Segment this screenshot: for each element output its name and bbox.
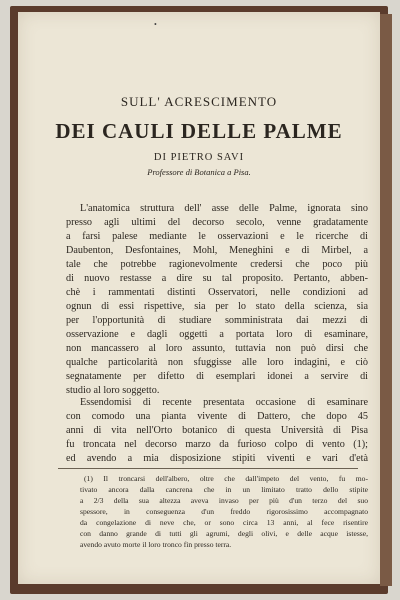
- footnote-line: avendo avuto morte il loro tronco fin presso terra.: [80, 540, 232, 549]
- paragraph-1-line: qualche particolarità non sfuggisse alle loro indagini, e ciò: [66, 357, 368, 368]
- paragraph-1-line: presso agli ultimi del decorso secolo, venne gradatamente: [66, 217, 368, 228]
- document-page: [18, 12, 380, 584]
- paragraph-1-line: tale che potrebbe ragionevolmente credersi che poco più: [66, 259, 368, 270]
- paragraph-2-line: ed avendo a mia disposizione stipiti viventi e vari d'età: [66, 453, 368, 464]
- ornament-mark: •: [154, 20, 157, 29]
- paragraph-2-line: con comodo una pianta vivente di Dattero, che dopo 45: [66, 411, 368, 422]
- paragraph-1-line: Daubenton, Desfontaines, Mohl, Meneghini e di Mirbel, a: [66, 245, 368, 256]
- paragraph-1-line: a farsi palese mediante le osservazioni e le ricerche di: [66, 231, 368, 242]
- title-line-2: DEI CAULI DELLE PALME: [55, 119, 343, 143]
- footnote-line: tivato ancora dalla cancrena che in un limitato tratto dello stipite: [80, 485, 368, 494]
- cover-edge: [380, 14, 392, 586]
- title-line-1: SULL' ACRESCIMENTO: [120, 94, 278, 109]
- author-line: DI PIETRO SAVI: [153, 152, 245, 163]
- footnote-line: (1) Il troncarsi dell'albero, oltre che dall'impeto del vento, fu mo-: [84, 474, 368, 483]
- paragraph-1-line: non mancassero al loro assunto, tuttavia non può dirsi che: [66, 343, 368, 354]
- paragraph-1-line: L'anatomica struttura dell' asse delle Palme, ignorata sino: [80, 203, 368, 214]
- paragraph-1-line: per l'opportunità di studiare somministrata dai mezzi di: [66, 315, 368, 326]
- footnote-line: spessore, in conseguenza d'un freddo rigorosissimo accompagnato: [80, 507, 368, 516]
- paragraph-1-line: ognun di essi rispettive, sia per lo stato della scienza, sia: [66, 301, 368, 312]
- footnote-line: da congelazione di neve che, or sono circa 13 anni, al fece risentire: [80, 518, 368, 527]
- footnote-rule: [58, 468, 358, 469]
- footnote-line: a 2/3 della sua altezza aveva invaso per più d'un terzo del suo: [80, 496, 368, 505]
- paragraph-1-line: segnatamente per difetto di esemplari idonei a servire di: [66, 371, 368, 382]
- affiliation-line: Professore di Botanica a Pisa.: [147, 167, 251, 177]
- paragraph-1-line: di nuovo restasse a dire su tal proposito. Pertanto, abben-: [66, 273, 368, 284]
- footnote-line: con danno grande di tutti gli agrumi, degli olivi, e delle acque istesse,: [80, 529, 368, 538]
- paragraph-2-line: Essendomisi di recente presentata occasione di esaminare: [80, 397, 368, 408]
- paragraph-2-line: anni di vita nell'Orto botanico di questa Università di Pisa: [66, 425, 368, 436]
- paragraph-2-line: fu troncata nel decorso marzo da furioso colpo di vento (1);: [66, 439, 368, 450]
- paragraph-1-line: chè i rammentati distinti Osservatori, nelle condizioni ad: [66, 287, 368, 298]
- paragraph-1-line: osservazione e dagli oggetti a portata loro di esaminare,: [66, 329, 368, 340]
- paragraph-1-line: studio al loro soggetto.: [66, 385, 160, 396]
